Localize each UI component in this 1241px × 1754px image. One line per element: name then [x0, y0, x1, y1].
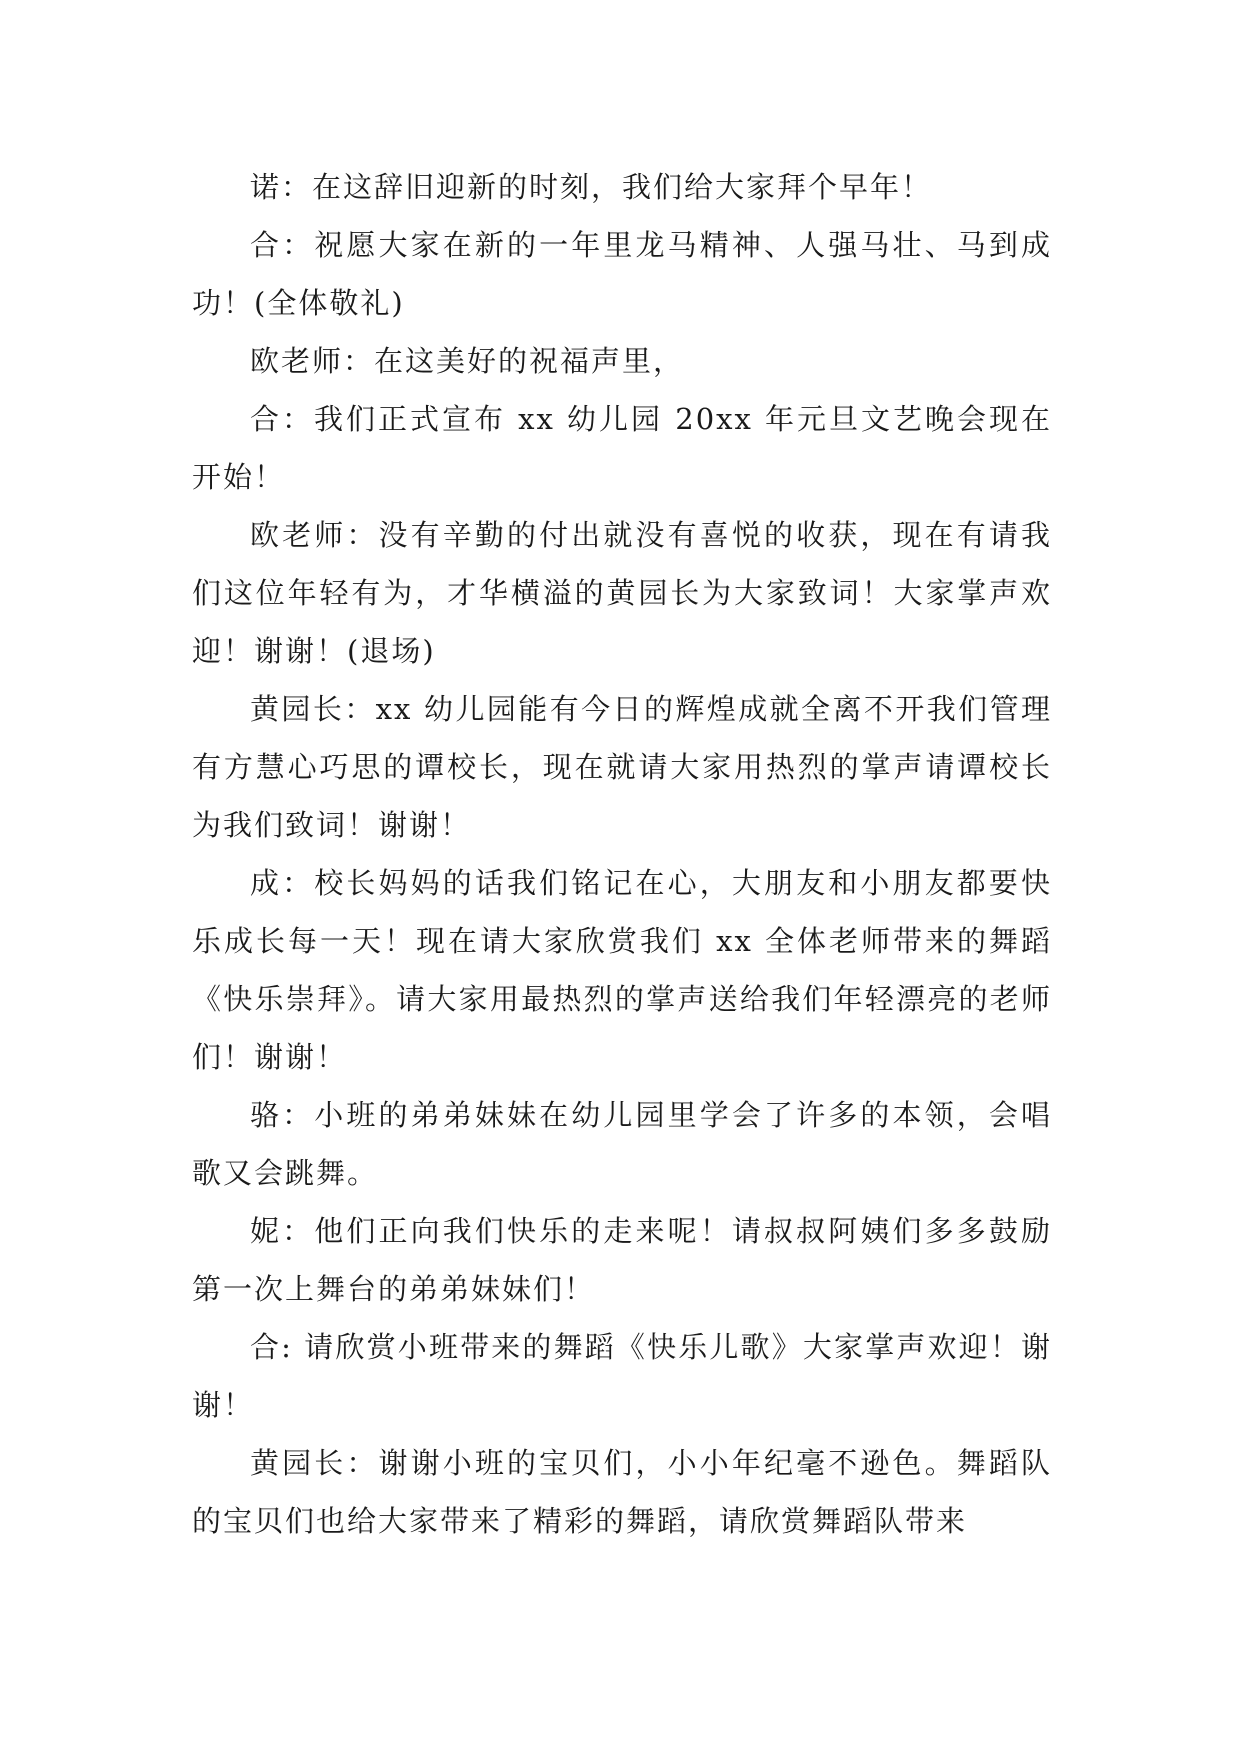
paragraph-9: 妮：他们正向我们快乐的走来呢！请叔叔阿姨们多多鼓励第一次上舞台的弟弟妹妹们！ — [192, 1214, 1052, 1306]
paragraph-1: 诺：在这辞旧迎新的时刻，我们给大家拜个早年！ — [250, 170, 933, 204]
paragraph-5: 欧老师：没有辛勤的付出就没有喜悦的收获，现在有请我们这位年轻有为，才华横溢的黄园长为大家致词！大家掌声欢迎！谢谢！(退场) — [192, 518, 1052, 668]
paragraph-10: 合: 请欣赏小班带来的舞蹈《快乐儿歌》大家掌声欢迎！谢谢！ — [192, 1330, 1052, 1422]
paragraph-6: 黄园长：xx 幼儿园能有今日的辉煌成就全离不开我们管理有方慧心巧思的谭校长，现在就请大家用热烈的掌声请谭校长为我们致词！谢谢！ — [192, 692, 1052, 842]
paragraph-7: 成：校长妈妈的话我们铭记在心，大朋友和小朋友都要快乐成长每一天！现在请大家欣赏我们 xx 全体老师带来的舞蹈《快乐崇拜》。请大家用最热烈的掌声送给我们年轻漂亮的老师们！谢谢！ — [192, 866, 1052, 1074]
document-body — [192, 158, 1052, 1550]
paragraph-2: 合：祝愿大家在新的一年里龙马精神、人强马壮、马到成功！(全体敬礼) — [192, 228, 1052, 320]
paragraph-4: 合：我们正式宣布 xx 幼儿园 20xx 年元旦文艺晚会现在开始！ — [192, 402, 1052, 494]
paragraph-8: 骆：小班的弟弟妹妹在幼儿园里学会了许多的本领，会唱歌又会跳舞。 — [192, 1098, 1052, 1190]
paragraph-3: 欧老师：在这美好的祝福声里， — [250, 344, 685, 378]
paragraph-11: 黄园长：谢谢小班的宝贝们，小小年纪毫不逊色。舞蹈队的宝贝们也给大家带来了精彩的舞蹈，请欣赏舞蹈队带来 — [192, 1446, 1052, 1538]
